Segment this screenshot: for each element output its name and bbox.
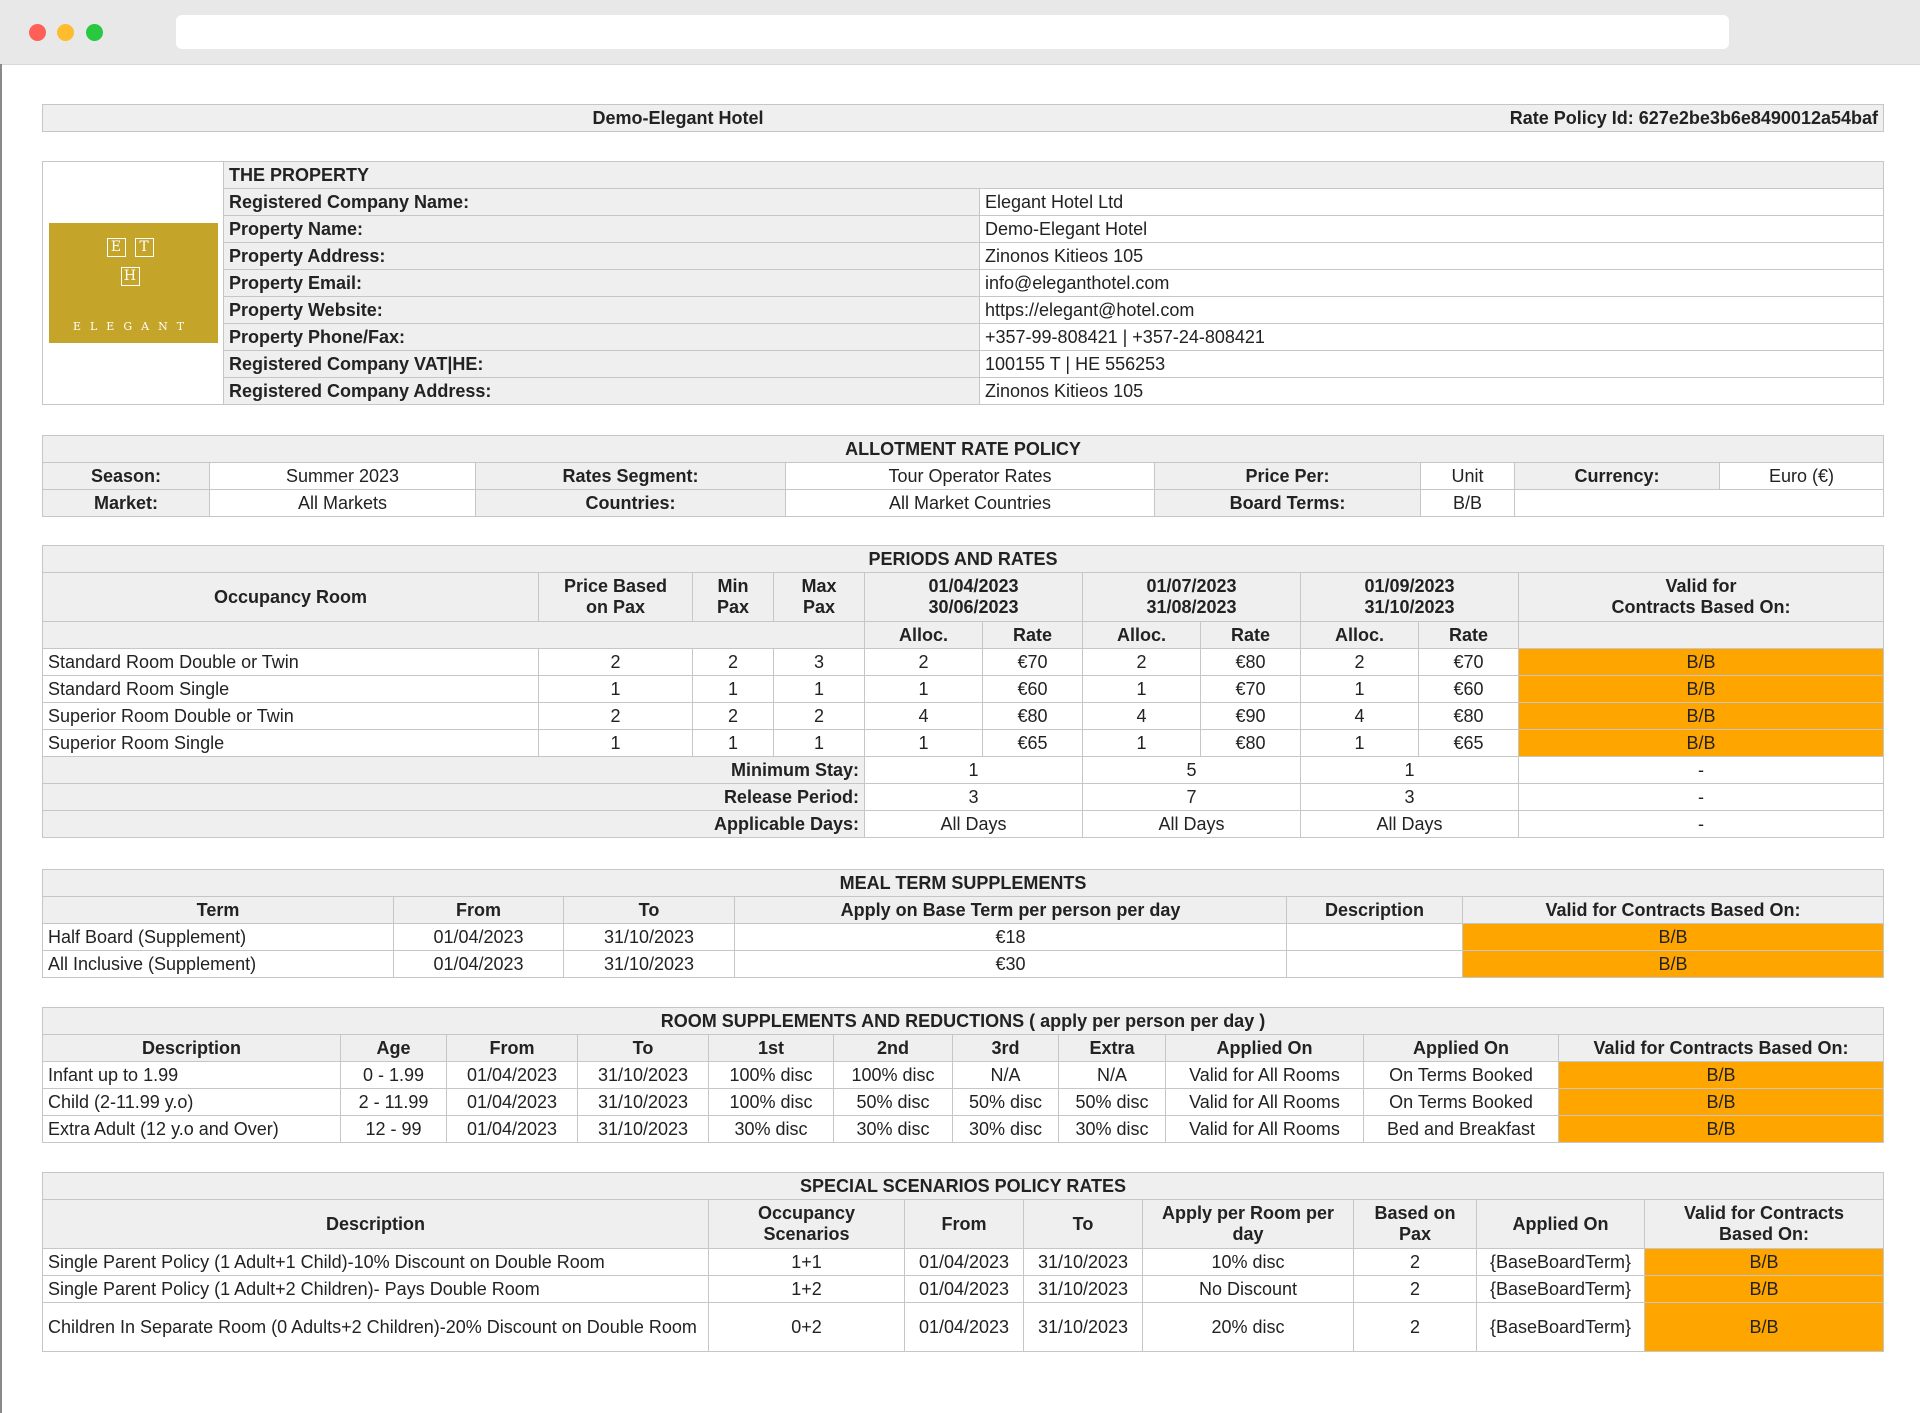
logo-letter-e: E (107, 238, 126, 257)
supplement-extra: N/A (1059, 1062, 1166, 1089)
rate: €60 (1419, 676, 1519, 703)
property-value: info@eleganthotel.com (980, 270, 1884, 297)
col-valid-contracts: Valid for Contracts Based On: (1463, 897, 1884, 924)
currency-label: Currency: (1515, 463, 1720, 490)
segment-value: Tour Operator Rates (786, 463, 1155, 490)
meal-description (1287, 924, 1463, 951)
supplement-3rd: 30% disc (953, 1116, 1059, 1143)
meal-title: MEAL TERM SUPPLEMENTS (43, 870, 1884, 897)
alloc: 2 (865, 649, 983, 676)
document-header (42, 104, 1884, 132)
col-price-line2: on Pax (585, 597, 646, 617)
meal-description (1287, 951, 1463, 978)
col-period-2 (1083, 573, 1301, 622)
col-extra: Extra (1059, 1035, 1166, 1062)
col-applied-on-terms: Applied On (1364, 1035, 1559, 1062)
table-row (43, 270, 1884, 297)
property-value: Zinonos Kitieos 105 (980, 378, 1884, 405)
min-pax: 2 (693, 703, 774, 730)
property-label: Registered Company Address: (224, 378, 980, 405)
alloc: 1 (1301, 676, 1419, 703)
supplement-to: 31/10/2023 (578, 1116, 709, 1143)
logo-wordmark: ELEGANT (72, 320, 194, 333)
market-value: All Markets (210, 490, 476, 517)
logo-letter-h: H (121, 267, 140, 286)
property-value: +357-99-808421 | +357-24-808421 (980, 324, 1884, 351)
currency-value: Euro (€) (1720, 463, 1884, 490)
table-row (43, 1089, 1884, 1116)
minimum-stay-p3: 1 (1301, 757, 1519, 784)
table-row (43, 1303, 1884, 1352)
col-price-based (539, 573, 693, 622)
hotel-name: Demo-Elegant Hotel (43, 105, 1314, 132)
scenario-from: 01/04/2023 (905, 1249, 1024, 1276)
property-value: Zinonos Kitieos 105 (980, 243, 1884, 270)
alloc: 1 (1083, 730, 1201, 757)
col-occupancy-line2: Scenarios (763, 1224, 850, 1244)
alloc: 1 (1301, 730, 1419, 757)
col-rate: Rate (1419, 622, 1519, 649)
meal-table (42, 869, 1884, 978)
valid-badge: B/B (1645, 1249, 1884, 1276)
supplements-title: ROOM SUPPLEMENTS AND REDUCTIONS ( apply per person per day ) (43, 1008, 1884, 1035)
periods-table (42, 545, 1884, 838)
rate: €60 (983, 676, 1083, 703)
max-pax: 3 (774, 649, 865, 676)
table-row (43, 811, 1884, 838)
rate: €80 (1201, 649, 1301, 676)
supplement-3rd: N/A (953, 1062, 1059, 1089)
supplement-2nd: 50% disc (834, 1089, 953, 1116)
property-label: Registered Company VAT|HE: (224, 351, 980, 378)
applicable-days-label: Applicable Days: (43, 811, 865, 838)
scenario-applied-on: {BaseBoardTerm} (1477, 1249, 1645, 1276)
col-based-line1: Based on (1374, 1203, 1456, 1223)
col-apply-line1: Apply per Room per (1161, 1203, 1335, 1223)
period-1-to: 30/06/2023 (928, 597, 1019, 617)
special-title: SPECIAL SCENARIOS POLICY RATES (43, 1173, 1884, 1200)
valid-badge: B/B (1519, 703, 1884, 730)
col-max-line2: Pax (802, 597, 836, 617)
meal-from: 01/04/2023 (394, 951, 564, 978)
supplement-description: Infant up to 1.99 (43, 1062, 341, 1089)
col-to: To (1024, 1200, 1143, 1249)
supplement-applied-on: Valid for All Rooms (1166, 1062, 1364, 1089)
price-per-label: Price Per: (1155, 463, 1421, 490)
col-2nd: 2nd (834, 1035, 953, 1062)
col-min-line1: Min (717, 576, 749, 596)
applicable-days-p1: All Days (865, 811, 1083, 838)
rate: €80 (1201, 730, 1301, 757)
supplements-table (42, 1007, 1884, 1143)
property-table (42, 161, 1884, 405)
col-based-pax (1354, 1200, 1477, 1249)
table-row (43, 1116, 1884, 1143)
board-label: Board Terms: (1155, 490, 1421, 517)
table-row (43, 1062, 1884, 1089)
minimize-window-button[interactable] (57, 24, 74, 41)
col-price-line1: Price Based (563, 576, 668, 596)
scenario-to: 31/10/2023 (1024, 1276, 1143, 1303)
table-row (43, 490, 1884, 517)
scenario-pax: 2 (1354, 1249, 1477, 1276)
minimum-stay-valid: - (1519, 757, 1884, 784)
col-to: To (578, 1035, 709, 1062)
col-valid-contracts: Valid for Contracts Based On: (1559, 1035, 1884, 1062)
scenario-from: 01/04/2023 (905, 1276, 1024, 1303)
col-min-line2: Pax (716, 597, 750, 617)
supplement-1st: 100% disc (709, 1062, 834, 1089)
rate: €65 (1419, 730, 1519, 757)
scenario-pax: 2 (1354, 1303, 1477, 1352)
meal-apply: €30 (735, 951, 1287, 978)
col-term: Term (43, 897, 394, 924)
empty-cell (1515, 490, 1884, 517)
col-age: Age (341, 1035, 447, 1062)
property-value: 100155 T | HE 556253 (980, 351, 1884, 378)
property-label: Registered Company Name: (224, 189, 980, 216)
table-row (43, 924, 1884, 951)
supplement-age: 2 - 11.99 (341, 1089, 447, 1116)
max-pax: 2 (774, 703, 865, 730)
table-row (43, 324, 1884, 351)
meal-term: All Inclusive (Supplement) (43, 951, 394, 978)
rate: €80 (983, 703, 1083, 730)
subheader-spacer (1519, 622, 1884, 649)
col-apply: Apply on Base Term per person per day (735, 897, 1287, 924)
alloc: 4 (865, 703, 983, 730)
hotel-logo (49, 223, 218, 343)
alloc: 4 (1301, 703, 1419, 730)
col-valid-line1: Valid for (1665, 576, 1737, 596)
col-occupancy (709, 1200, 905, 1249)
supplement-extra: 30% disc (1059, 1116, 1166, 1143)
col-description: Description (43, 1200, 709, 1249)
valid-badge: B/B (1645, 1303, 1884, 1352)
property-title: THE PROPERTY (224, 162, 1884, 189)
table-row (43, 757, 1884, 784)
address-bar[interactable] (176, 15, 1729, 49)
supplement-1st: 100% disc (709, 1089, 834, 1116)
table-row (43, 463, 1884, 490)
col-from: From (905, 1200, 1024, 1249)
release-period-valid: - (1519, 784, 1884, 811)
supplement-applied-terms: On Terms Booked (1364, 1089, 1559, 1116)
col-valid-line2: Based On: (1718, 1224, 1810, 1244)
rate: €70 (983, 649, 1083, 676)
property-value: Demo-Elegant Hotel (980, 216, 1884, 243)
table-row (43, 1276, 1884, 1303)
property-label: Property Phone/Fax: (224, 324, 980, 351)
room-name: Superior Room Double or Twin (43, 703, 539, 730)
allotment-table (42, 435, 1884, 517)
period-2-to: 31/08/2023 (1146, 597, 1237, 617)
supplement-1st: 30% disc (709, 1116, 834, 1143)
price-pax: 2 (539, 649, 693, 676)
scenario-apply: No Discount (1143, 1276, 1354, 1303)
allotment-title: ALLOTMENT RATE POLICY (43, 436, 1884, 463)
logo-cell (43, 162, 224, 405)
meal-apply: €18 (735, 924, 1287, 951)
release-period-p1: 3 (865, 784, 1083, 811)
col-period-3 (1301, 573, 1519, 622)
minimum-stay-p2: 5 (1083, 757, 1301, 784)
browser-chrome (0, 0, 1920, 65)
table-row (43, 676, 1884, 703)
supplement-to: 31/10/2023 (578, 1062, 709, 1089)
col-description: Description (1287, 897, 1463, 924)
min-pax: 1 (693, 676, 774, 703)
release-period-label: Release Period: (43, 784, 865, 811)
col-rate: Rate (1201, 622, 1301, 649)
scenario-apply: 10% disc (1143, 1249, 1354, 1276)
release-period-p2: 7 (1083, 784, 1301, 811)
scenario-occupancy: 1+2 (709, 1276, 905, 1303)
countries-value: All Market Countries (786, 490, 1155, 517)
col-alloc: Alloc. (1301, 622, 1419, 649)
table-row (43, 243, 1884, 270)
scenario-description: Children In Separate Room (0 Adults+2 Children)-20% Discount on Double Room (43, 1303, 709, 1352)
property-label: Property Email: (224, 270, 980, 297)
table-row (43, 784, 1884, 811)
col-valid-contracts (1645, 1200, 1884, 1249)
maximize-window-button[interactable] (86, 24, 103, 41)
rate: €70 (1419, 649, 1519, 676)
period-1-from: 01/04/2023 (928, 576, 1019, 596)
col-rate: Rate (983, 622, 1083, 649)
market-label: Market: (43, 490, 210, 517)
applicable-days-p2: All Days (1083, 811, 1301, 838)
supplement-applied-terms: On Terms Booked (1364, 1062, 1559, 1089)
col-applied-on: Applied On (1166, 1035, 1364, 1062)
property-value: https://elegant@hotel.com (980, 297, 1884, 324)
rate: €70 (1201, 676, 1301, 703)
col-from: From (447, 1035, 578, 1062)
col-applied-on: Applied On (1477, 1200, 1645, 1249)
valid-badge: B/B (1519, 730, 1884, 757)
meal-to: 31/10/2023 (564, 951, 735, 978)
meal-term: Half Board (Supplement) (43, 924, 394, 951)
supplement-applied-on: Valid for All Rooms (1166, 1116, 1364, 1143)
supplement-to: 31/10/2023 (578, 1089, 709, 1116)
col-valid-line2: Contracts Based On: (1611, 597, 1791, 617)
table-row (43, 297, 1884, 324)
valid-badge: B/B (1463, 951, 1884, 978)
table-row (43, 1249, 1884, 1276)
table-row (43, 951, 1884, 978)
min-pax: 1 (693, 730, 774, 757)
valid-badge: B/B (1559, 1062, 1884, 1089)
table-row (43, 189, 1884, 216)
subheader-spacer (43, 622, 865, 649)
col-apply-line2: day (1232, 1224, 1264, 1244)
table-row (43, 703, 1884, 730)
applicable-days-valid: - (1519, 811, 1884, 838)
price-pax: 2 (539, 703, 693, 730)
supplement-2nd: 30% disc (834, 1116, 953, 1143)
min-pax: 2 (693, 649, 774, 676)
supplement-from: 01/04/2023 (447, 1089, 578, 1116)
price-pax: 1 (539, 676, 693, 703)
max-pax: 1 (774, 676, 865, 703)
scenario-description: Single Parent Policy (1 Adult+1 Child)-10% Discount on Double Room (43, 1249, 709, 1276)
alloc: 1 (865, 730, 983, 757)
rate-policy-id: Rate Policy Id: 627e2be3b6e8490012a54baf (1313, 105, 1884, 132)
property-value: Elegant Hotel Ltd (980, 189, 1884, 216)
room-name: Standard Room Double or Twin (43, 649, 539, 676)
period-3-to: 31/10/2023 (1364, 597, 1455, 617)
max-pax: 1 (774, 730, 865, 757)
col-occupancy-line1: Occupancy (757, 1203, 856, 1223)
board-value: B/B (1421, 490, 1515, 517)
table-row (43, 216, 1884, 243)
scenario-pax: 2 (1354, 1276, 1477, 1303)
alloc: 1 (1083, 676, 1201, 703)
scenario-description: Single Parent Policy (1 Adult+2 Children)- Pays Double Room (43, 1276, 709, 1303)
valid-badge: B/B (1559, 1116, 1884, 1143)
col-valid-contracts (1519, 573, 1884, 622)
supplement-description: Extra Adult (12 y.o and Over) (43, 1116, 341, 1143)
table-row (43, 649, 1884, 676)
table-row (43, 378, 1884, 405)
col-max-pax (774, 573, 865, 622)
col-from: From (394, 897, 564, 924)
countries-label: Countries: (476, 490, 786, 517)
season-value: Summer 2023 (210, 463, 476, 490)
periods-title: PERIODS AND RATES (43, 546, 1884, 573)
supplement-age: 12 - 99 (341, 1116, 447, 1143)
supplement-3rd: 50% disc (953, 1089, 1059, 1116)
price-per-value: Unit (1421, 463, 1515, 490)
valid-badge: B/B (1645, 1276, 1884, 1303)
valid-badge: B/B (1463, 924, 1884, 951)
room-name: Superior Room Single (43, 730, 539, 757)
minimum-stay-p1: 1 (865, 757, 1083, 784)
col-min-pax (693, 573, 774, 622)
alloc: 1 (865, 676, 983, 703)
season-label: Season: (43, 463, 210, 490)
meal-from: 01/04/2023 (394, 924, 564, 951)
supplement-2nd: 100% disc (834, 1062, 953, 1089)
col-apply (1143, 1200, 1354, 1249)
rate: €65 (983, 730, 1083, 757)
rate: €80 (1419, 703, 1519, 730)
alloc: 4 (1083, 703, 1201, 730)
col-valid-line1: Valid for Contracts (1683, 1203, 1845, 1223)
property-label: Property Address: (224, 243, 980, 270)
supplement-from: 01/04/2023 (447, 1062, 578, 1089)
col-occupancy-room: Occupancy Room (43, 573, 539, 622)
supplement-from: 01/04/2023 (447, 1116, 578, 1143)
table-row (43, 351, 1884, 378)
supplement-description: Child (2-11.99 y.o) (43, 1089, 341, 1116)
price-pax: 1 (539, 730, 693, 757)
scenario-occupancy: 0+2 (709, 1303, 905, 1352)
col-alloc: Alloc. (1083, 622, 1201, 649)
window-edge (0, 64, 2, 1413)
period-2-from: 01/07/2023 (1146, 576, 1237, 596)
segment-label: Rates Segment: (476, 463, 786, 490)
scenario-to: 31/10/2023 (1024, 1249, 1143, 1276)
release-period-p3: 3 (1301, 784, 1519, 811)
col-1st: 1st (709, 1035, 834, 1062)
col-to: To (564, 897, 735, 924)
period-3-from: 01/09/2023 (1364, 576, 1455, 596)
valid-badge: B/B (1519, 676, 1884, 703)
meal-to: 31/10/2023 (564, 924, 735, 951)
property-label: Property Website: (224, 297, 980, 324)
col-max-line1: Max (801, 576, 837, 596)
supplement-applied-on: Valid for All Rooms (1166, 1089, 1364, 1116)
scenario-applied-on: {BaseBoardTerm} (1477, 1303, 1645, 1352)
logo-letter-t: T (135, 238, 154, 257)
col-based-line2: Pax (1398, 1224, 1432, 1244)
supplement-age: 0 - 1.99 (341, 1062, 447, 1089)
scenario-occupancy: 1+1 (709, 1249, 905, 1276)
scenario-applied-on: {BaseBoardTerm} (1477, 1276, 1645, 1303)
special-table (42, 1172, 1884, 1352)
rate: €90 (1201, 703, 1301, 730)
col-3rd: 3rd (953, 1035, 1059, 1062)
property-label: Property Name: (224, 216, 980, 243)
valid-badge: B/B (1559, 1089, 1884, 1116)
alloc: 2 (1083, 649, 1201, 676)
room-name: Standard Room Single (43, 676, 539, 703)
valid-badge: B/B (1519, 649, 1884, 676)
supplement-applied-terms: Bed and Breakfast (1364, 1116, 1559, 1143)
close-window-button[interactable] (29, 24, 46, 41)
scenario-apply: 20% disc (1143, 1303, 1354, 1352)
minimum-stay-label: Minimum Stay: (43, 757, 865, 784)
col-period-1 (865, 573, 1083, 622)
supplement-extra: 50% disc (1059, 1089, 1166, 1116)
scenario-to: 31/10/2023 (1024, 1303, 1143, 1352)
col-alloc: Alloc. (865, 622, 983, 649)
alloc: 2 (1301, 649, 1419, 676)
col-description: Description (43, 1035, 341, 1062)
table-row (43, 730, 1884, 757)
applicable-days-p3: All Days (1301, 811, 1519, 838)
scenario-from: 01/04/2023 (905, 1303, 1024, 1352)
